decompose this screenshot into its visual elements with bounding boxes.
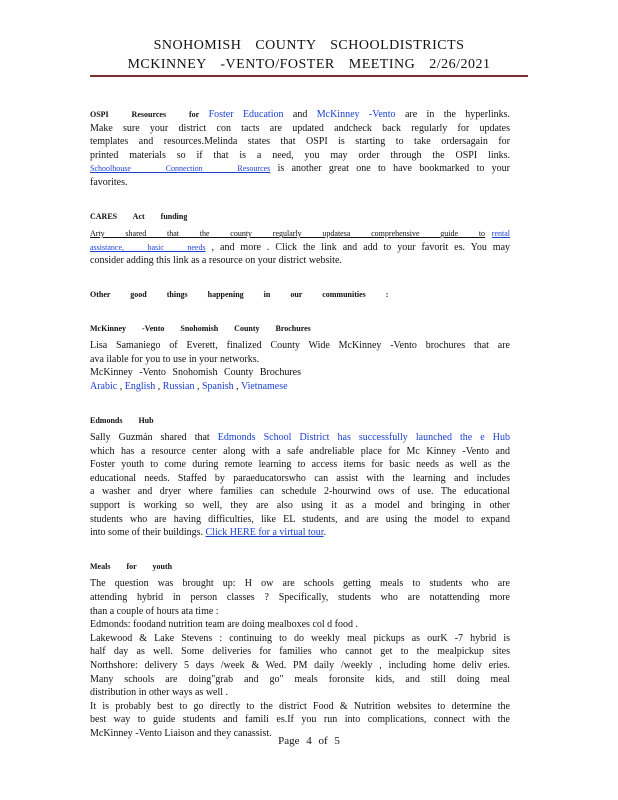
section-ospi: OSPI Resources for Foster Education and McKinney -Vento are in the hyperlinks. Make sure your district con tacts are updated andcheck back regularly for updates templates and resources.Melinda states that OSPI is starting to take ordersagain for printed materials so if that is a need, you may order through the OSPI links. Schoolhouse Connection Resources is another great one to have bookmarked to your favorites.	[90, 109, 511, 188]
cares-heading: CARES Act funding	[90, 211, 188, 221]
edmonds-heading: Edmonds Hub	[90, 415, 154, 425]
brochure-language-links: Arabic , English , Russian , Spanish , Vietnamese	[90, 380, 288, 392]
assistance-basic-needs-link[interactable]: assistance, basic needs	[90, 242, 206, 252]
meals-heading: Meals for youth	[90, 561, 173, 571]
edmonds-ehub-link[interactable]: Edmonds School District has successfully launched the e Hub	[217, 432, 511, 444]
section-meals: Meals for youth The question was brought up: H ow are schools getting meals to students who are attending hybrid in person classes ? Specifically, students who are notattending more than a couple of hours ata time : Edmonds: foodand nutrition team are doing mealboxes col d food . Lakewood & Lake Stevens : continuing to do weekly meal pickups as ourK -7 hybrid is half day as well. Some deliveries for families who cannot get to the mealpickup sites Northshore: delivery 5 days /week & Wed. PM daily /weekly , including home deliv eries. Many schools are doing"grab and go" meals foronsite kids, and still doing meal distribution in other ways as well . It is probably best to go directly to the district Food & Nutrition websites to determine the best way to guide students and famili es.If you run into complications, connect with the McKinney -Vento Liaison and they canassist.	[90, 561, 510, 739]
brochures-heading: McKinney -Vento Snohomish County Brochures	[90, 323, 311, 333]
mckinney-vento-link[interactable]: McKinney -Vento	[316, 109, 396, 120]
brochure-spanish-link[interactable]: Spanish	[201, 380, 234, 392]
section-cares: CARES Act funding Arty shared that the county regularly updatesa comprehensive guide to rental assistance, basic needs , and more . Click the link and add to your favorit es. You may consider adding this link as a resource on your district website.	[90, 211, 511, 267]
page-number: Page 4 of 5	[278, 735, 340, 747]
other-heading: Other good things happening in our communities :	[90, 289, 389, 299]
section-other	[90, 288, 510, 302]
brochure-english-link[interactable]: English	[124, 380, 156, 392]
section-edmonds-hub: Edmonds Hub Sally Guzmán shared that Edmonds School District has successfully launched the e Hub which has a resource center along with a safe andreliable place for Mc Kinney -Vento and Foster youth to come during remote learning to access items for basic needs as well as the educational needs. Staffed by paraeducatorswho can assist with the learning and includes a washer and dryer where families can schedule 2-hourwind ows of use. The educational support is working so well, they are also using it as a model and bringing in other students who are having difficulties, like EL students, and are using the model to expand into some of their buildings. Click HERE for a virtual tour.	[90, 415, 511, 539]
brochure-arabic-link[interactable]: Arabic	[90, 380, 118, 392]
rental-link[interactable]: rental	[491, 229, 511, 239]
document-body	[90, 108, 510, 761]
header-divider	[90, 75, 528, 77]
brochure-vietnamese-link[interactable]: Vietnamese	[240, 380, 288, 392]
header-title-line1: SNOHOMISH COUNTY SCHOOLDISTRICTS	[153, 38, 465, 53]
brochure-russian-link[interactable]: Russian	[162, 380, 195, 392]
virtual-tour-link[interactable]: Click HERE for a virtual tour	[205, 527, 324, 539]
header-title-line2: MCKINNEY -VENTO/FOSTER MEETING 2/26/2021	[127, 57, 491, 72]
section-brochures: McKinney -Vento Snohomish County Brochures Lisa Samaniego of Everett, finalized County Wide McKinney -Vento brochures that are ava ilable for you to use in your networks. McKinney -Vento Snohomish County Brochures Arabic , English , Russian , Spanish , Vietnamese	[90, 323, 510, 392]
schoolhouse-connection-link[interactable]: Schoolhouse Connection Resources	[90, 164, 271, 174]
ospi-label: OSPI Resources for	[90, 110, 200, 119]
foster-education-link[interactable]: Foster Education	[208, 109, 284, 120]
